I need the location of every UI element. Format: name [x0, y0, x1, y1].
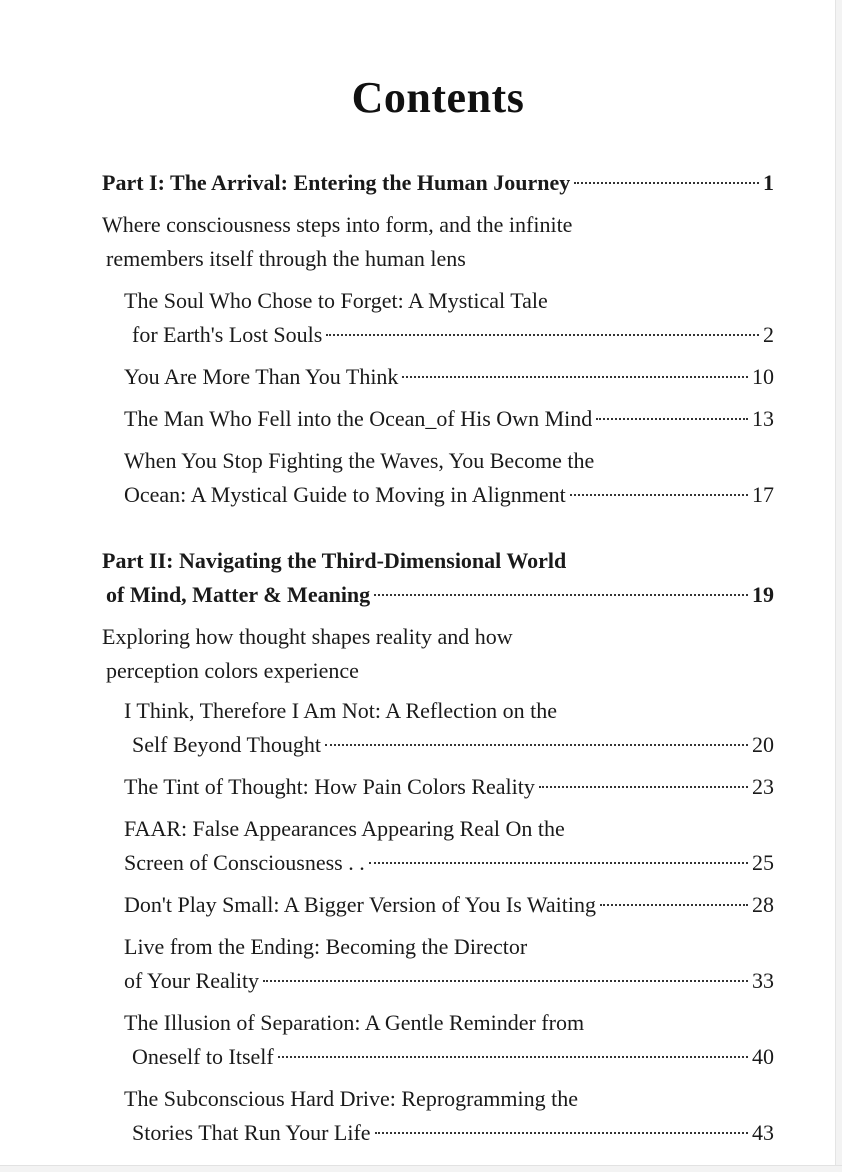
leader-dots	[539, 786, 748, 788]
chapter-title: The Tint of Thought: How Pain Colors Reality	[124, 774, 535, 799]
part2-subtitle-line2: perception colors experience	[106, 658, 359, 683]
page-number: 28	[752, 892, 774, 917]
chapter-title-line2: Oneself to Itself	[132, 1044, 274, 1069]
chapter-title-line1: The Soul Who Chose to Forget: A Mystical Tale	[124, 288, 548, 313]
chapter-title-line2: Self Beyond Thought	[132, 732, 322, 757]
leader-dots	[596, 418, 748, 420]
table-of-contents	[102, 166, 774, 1150]
page-number: 20	[752, 732, 774, 757]
part2-heading-line1: Part II: Navigating the Third-Dimensional World	[102, 548, 567, 573]
leader-dots	[326, 334, 759, 336]
toc-entry[interactable]	[102, 964, 774, 998]
part1-subtitle-line2: remembers itself through the human lens	[106, 246, 466, 271]
page-number: 33	[752, 968, 774, 993]
chapter-title: Don't Play Small: A Bigger Version of You Is Waiting	[124, 892, 596, 917]
page-number: 19	[752, 582, 774, 607]
part1-subtitle-line1: Where consciousness steps into form, and the infinite	[102, 212, 573, 237]
leader-dots	[600, 904, 748, 906]
toc-entry[interactable]	[102, 402, 774, 436]
chapter-title-line1: Live from the Ending: Becoming the Director	[124, 934, 528, 959]
chapter-title-line1: When You Stop Fighting the Waves, You Become the	[124, 448, 595, 473]
toc-entry-part1[interactable]	[102, 166, 774, 200]
leader-dots	[374, 594, 748, 596]
leader-dots	[402, 376, 748, 378]
leader-dots	[570, 494, 748, 496]
leader-dots	[263, 980, 748, 982]
page-bottom-edge	[0, 1165, 842, 1172]
chapter-title-line2: for Earth's Lost Souls	[132, 322, 323, 347]
toc-entry[interactable]	[102, 360, 774, 394]
toc-entry[interactable]	[102, 770, 774, 804]
part2-heading-line2: of Mind, Matter & Meaning	[106, 582, 371, 607]
toc-entry[interactable]	[102, 1116, 774, 1150]
toc-entry[interactable]	[102, 478, 774, 512]
toc-entry[interactable]	[102, 846, 774, 880]
toc-entry-part2[interactable]	[102, 578, 774, 612]
chapter-title-line2: Ocean: A Mystical Guide to Moving in Alignment	[124, 482, 566, 507]
leader-dots	[325, 744, 748, 746]
chapter-title-line1: The Subconscious Hard Drive: Reprogramming the	[124, 1086, 578, 1111]
chapter-title-line1: The Illusion of Separation: A Gentle Reminder from	[124, 1010, 585, 1035]
chapter-title-line2: of Your Reality	[124, 968, 260, 993]
page-title: Contents	[351, 73, 525, 122]
chapter-title-line1: FAAR: False Appearances Appearing Real On the	[124, 816, 565, 841]
toc-entry[interactable]	[102, 888, 774, 922]
toc-entry[interactable]	[102, 1040, 774, 1074]
chapter-title-line2: Screen of Consciousness . .	[124, 850, 365, 875]
toc-entry[interactable]	[102, 728, 774, 762]
part1-heading: Part I: The Arrival: Entering the Human Journey	[102, 170, 571, 195]
part2-subtitle-line1: Exploring how thought shapes reality and how	[102, 624, 513, 649]
chapter-title: The Man Who Fell into the Ocean_of His Own Mind	[124, 406, 593, 431]
leader-dots	[574, 182, 759, 184]
toc-entry[interactable]	[102, 318, 774, 352]
page-number: 10	[752, 364, 774, 389]
leader-dots	[369, 862, 748, 864]
chapter-title-line2: Stories That Run Your Life	[132, 1120, 371, 1145]
leader-dots	[278, 1056, 748, 1058]
page-number: 17	[752, 482, 774, 507]
page-number: 2	[763, 322, 774, 347]
page-number: 13	[752, 406, 774, 431]
page-number: 40	[752, 1044, 774, 1069]
page-number: 1	[763, 170, 774, 195]
chapter-title-line1: I Think, Therefore I Am Not: A Reflection on the	[124, 698, 557, 723]
page-edge	[835, 0, 842, 1172]
chapter-title: You Are More Than You Think	[124, 364, 399, 389]
page-number: 23	[752, 774, 774, 799]
leader-dots	[375, 1132, 748, 1134]
page-number: 25	[752, 850, 774, 875]
page-number: 43	[752, 1120, 774, 1145]
